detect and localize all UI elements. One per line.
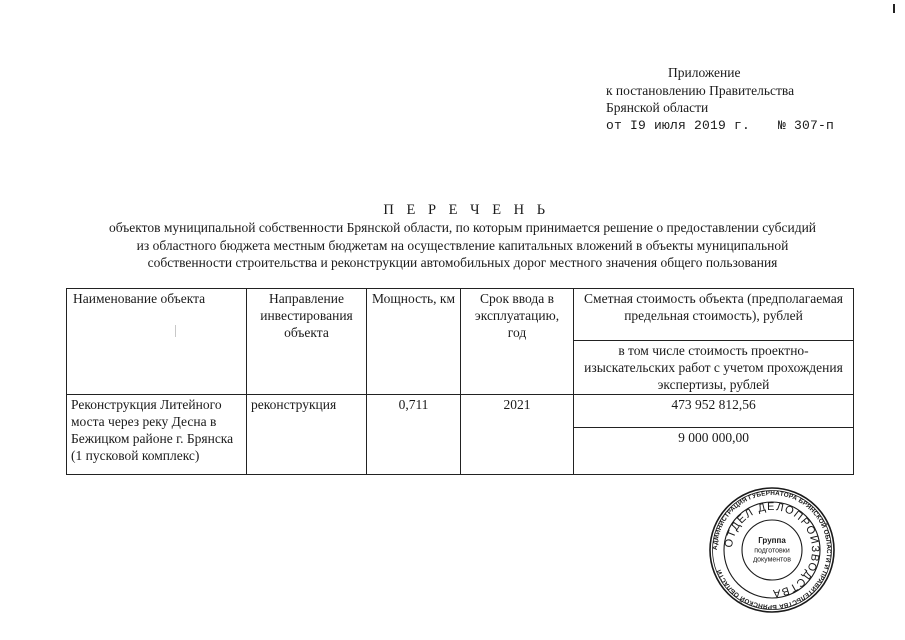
stamp-outer-text: АДМИНИСТРАЦИЯ ГУБЕРНАТОРА БРЯНСКОЙ ОБЛАСТИ И ПРАВИТЕЛЬСТВА БРЯНСКОЙ ОБЛАСТИ xyxy=(711,489,833,611)
appendix-note xyxy=(606,64,834,134)
document-subtitle-line-1: объектов муниципальной собственности Брянской области, по которым принимается решение о предоставлении субсидий xyxy=(108,220,817,235)
appendix-date-line xyxy=(606,117,834,135)
stamp-middle-text: ОТДЕЛ ДЕЛОПРОИЗВОДСТВА xyxy=(722,500,822,600)
header-object-name: Наименование объекта xyxy=(67,289,247,395)
appendix-resolution: к постановлению Правительства xyxy=(606,82,795,98)
cell-capacity: 0,711 xyxy=(367,395,461,475)
cell-object-name: Реконструкция Литейного моста через реку Десна в Бежицком районе г. Брянска (1 пусковой комплекс) xyxy=(67,395,247,475)
cell-investment-direction: реконструкция xyxy=(247,395,367,475)
header-design-cost: в том числе стоимость проектно-изыскательских работ с учетом прохождения экспертизы, рублей xyxy=(574,341,854,395)
stamp-center-line-2: подготовки xyxy=(754,547,790,555)
scan-speck xyxy=(175,325,176,337)
cell-design-cost: 9 000 000,00 xyxy=(574,428,854,475)
cell-estimated-cost: 473 952 812,56 xyxy=(574,395,854,428)
document-title-block xyxy=(20,201,905,272)
official-stamp xyxy=(708,486,836,614)
header-capacity: Мощность, км xyxy=(367,289,461,395)
header-commissioning-term: Срок ввода в эксплуатацию, год xyxy=(461,289,574,395)
stamp-center-line-1: Группа xyxy=(758,536,786,545)
header-estimated-cost: Сметная стоимость объекта (предполагаемая предельная стоимость), рублей xyxy=(574,289,854,341)
cell-commissioning-term: 2021 xyxy=(461,395,574,475)
document-subtitle-line-2: из областного бюджета местным бюджетам на осуществление капитальных вложений в объекты муниципальной xyxy=(136,237,789,253)
table-header-row xyxy=(67,289,854,341)
document-title: П Е Р Е Ч Е Н Ь xyxy=(383,202,550,218)
objects-table xyxy=(66,288,854,475)
appendix-region: Брянской области xyxy=(606,100,709,115)
appendix-number: № 307-п xyxy=(778,117,835,133)
document-subtitle-line-3: собственности строительства и реконструкции автомобильных дорог местного значения общего пользования xyxy=(147,255,778,270)
header-investment-direction: Направление инвестирования объекта xyxy=(247,289,367,395)
table-row xyxy=(67,395,854,428)
appendix-date: от I9 июля 2019 г. xyxy=(606,117,751,133)
scan-edge-mark xyxy=(893,4,895,13)
stamp-center-line-3: документов xyxy=(753,556,791,564)
appendix-title: Приложение xyxy=(668,65,741,80)
